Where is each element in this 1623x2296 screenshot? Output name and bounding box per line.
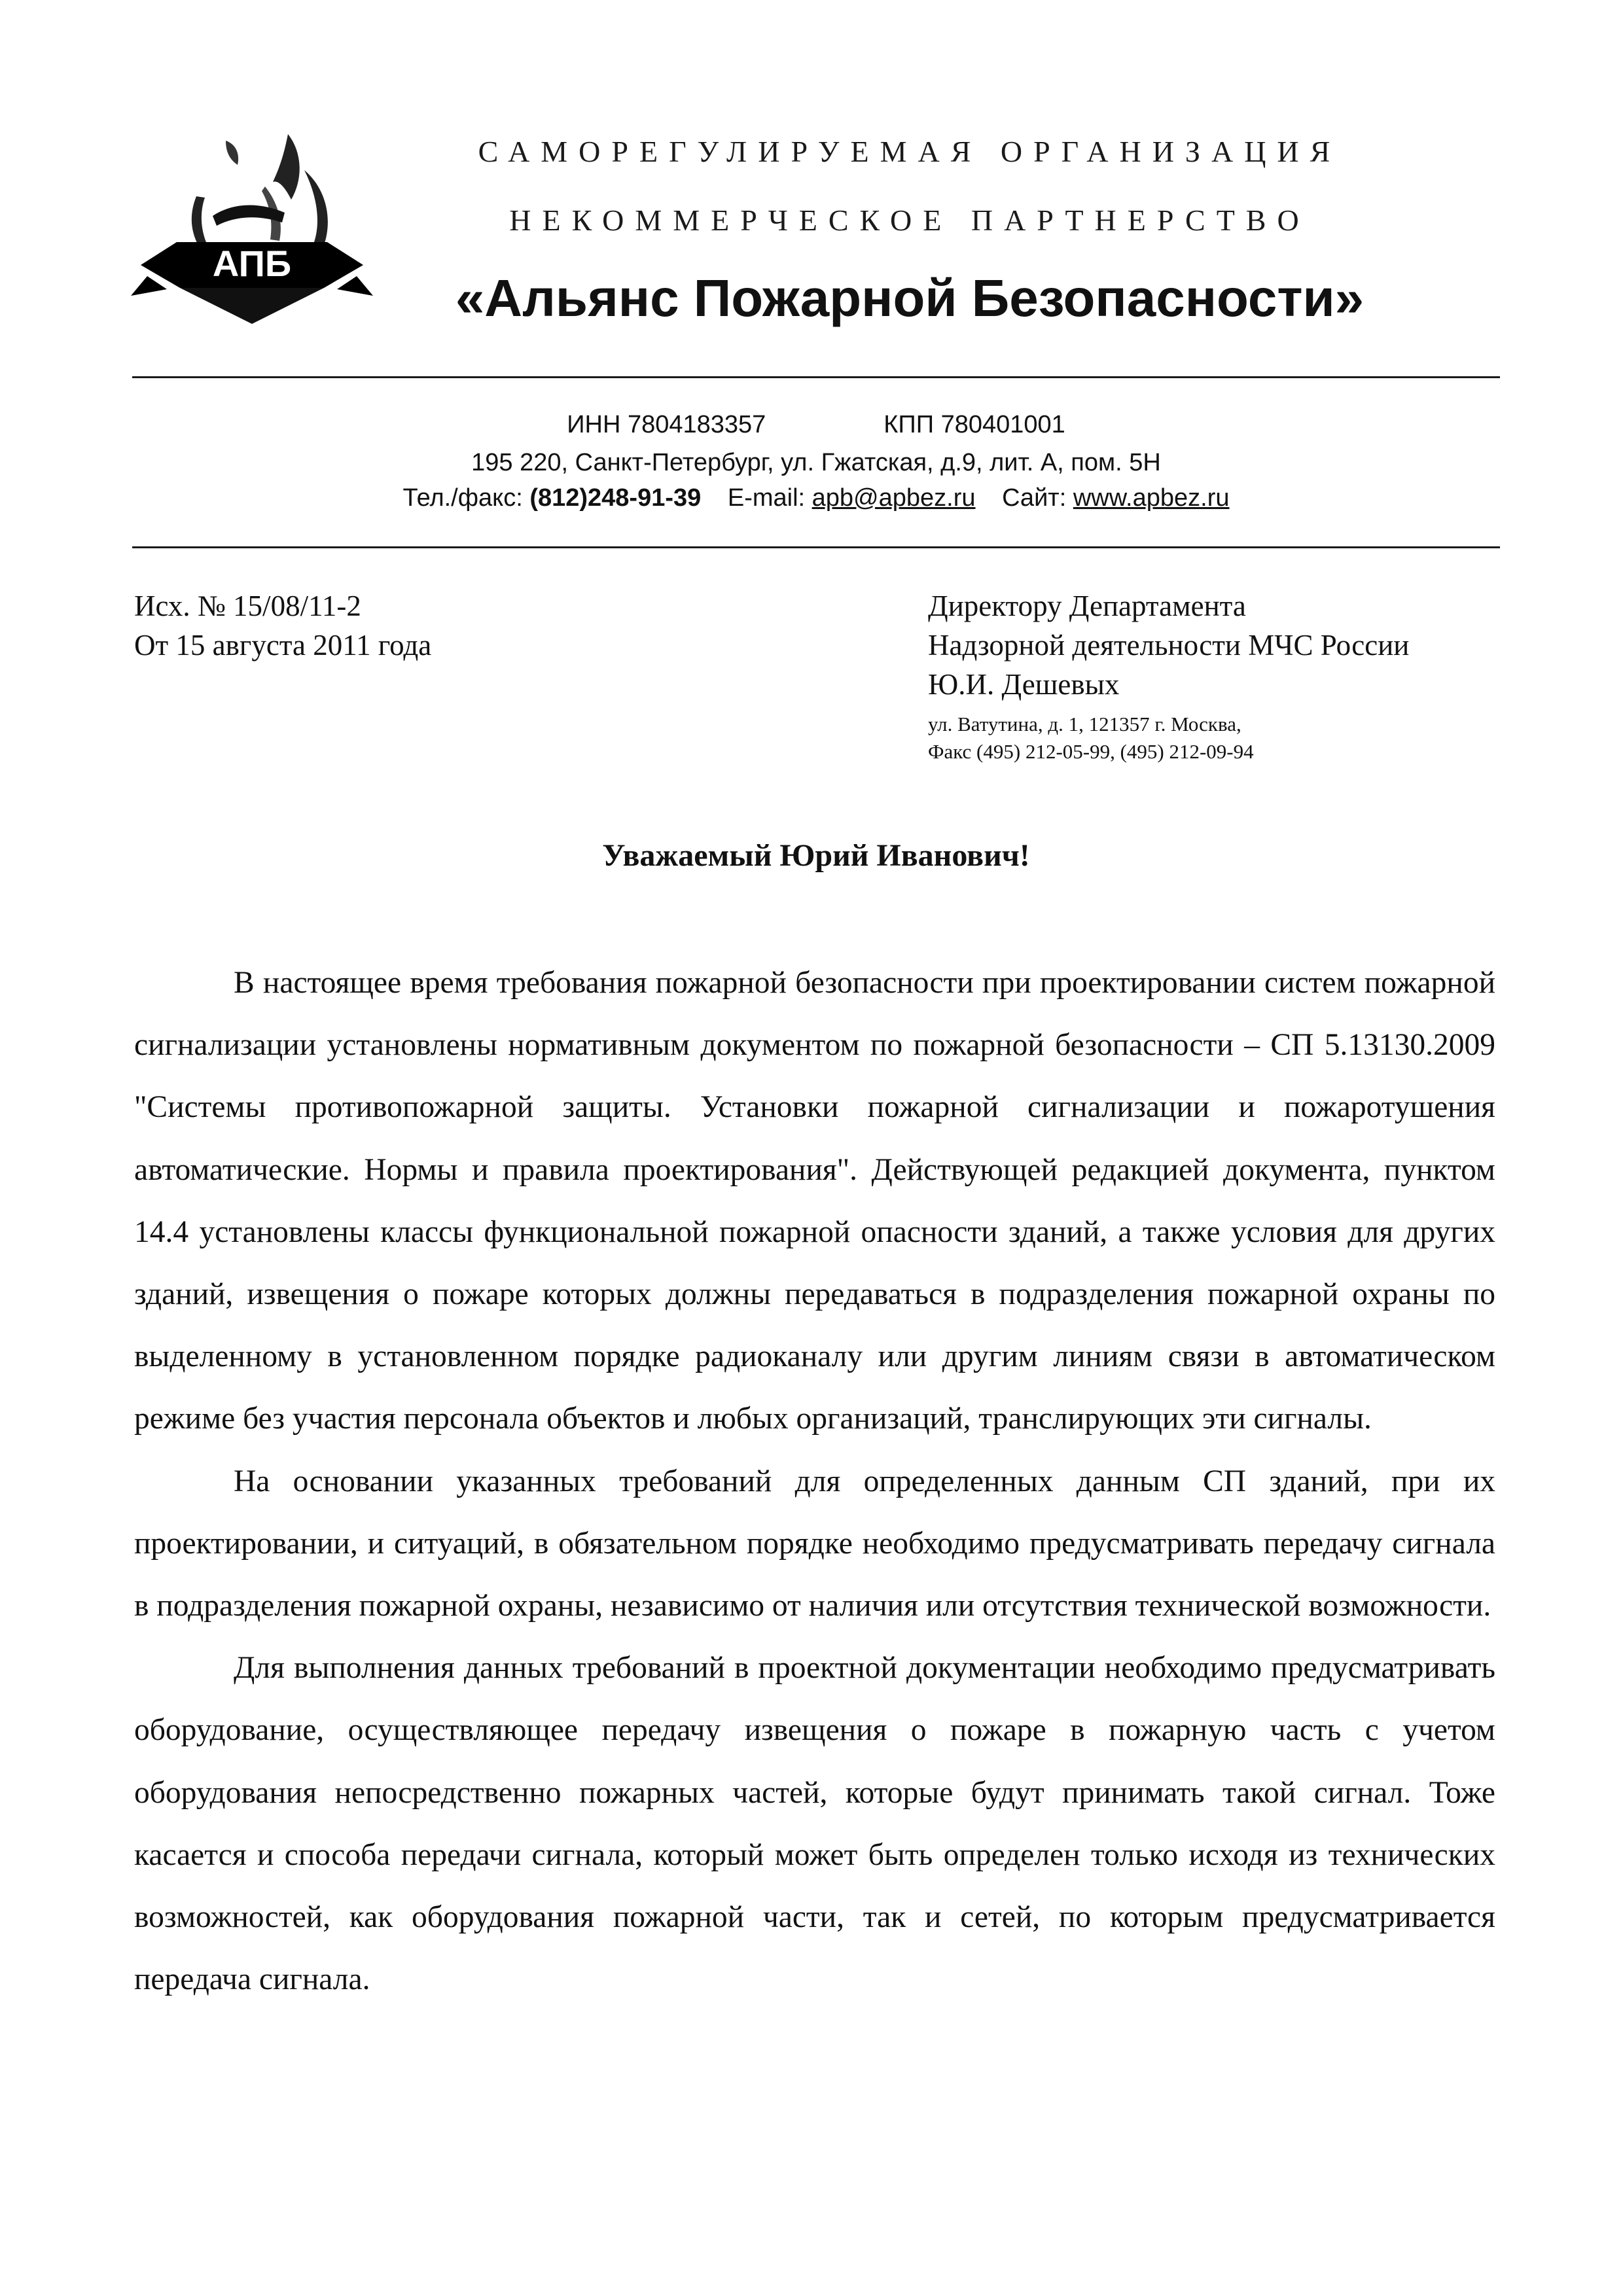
outgoing-date: От 15 августа 2011 года bbox=[134, 629, 432, 662]
kpp: КПП 780401001 bbox=[883, 411, 1065, 438]
tax-ids bbox=[132, 411, 1500, 439]
addressee-block bbox=[928, 586, 1409, 766]
postal-address: 195 220, Санкт-Петербург, ул. Гжатская, д.9, лит. А, пом. 5Н bbox=[471, 449, 1161, 476]
letter-body bbox=[134, 952, 1495, 2011]
phone-label: Тел./факс: bbox=[402, 484, 523, 512]
email-link[interactable]: apb@apbez.ru bbox=[812, 484, 976, 512]
addressee-name: Ю.И. Дешевых bbox=[928, 668, 1120, 701]
paragraph-3: Для выполнения данных требований в проектной документации необходимо предусматривать оборудование, осуществляющее передачу извещения о пожаре в пожарную часть с учетом оборудования непосредственно пожарных частей, которые будут принимать такой сигнал. Тоже касается и способа передачи сигнала, который может быть определен только исходя из технических возможностей, как оборудования пожарной части, так и сетей, по которым предусматривается передача сигнала. bbox=[134, 1651, 1495, 1997]
site-label: Сайт: bbox=[1002, 484, 1067, 512]
inn: ИНН 7804183357 bbox=[567, 411, 766, 438]
org-type: САМОРЕГУЛИРУЕМАЯ ОРГАНИЗАЦИЯ bbox=[478, 135, 1342, 168]
salutation: Уважаемый Юрий Иванович! bbox=[602, 838, 1030, 873]
addressee-fax: Факс (495) 212-05-99, (495) 212-09-94 bbox=[928, 740, 1254, 763]
outgoing-number: Исх. № 15/08/11-2 bbox=[134, 590, 361, 622]
phone-number: (812)248-91-39 bbox=[529, 484, 702, 512]
header-divider-top bbox=[132, 376, 1500, 378]
logo-text: АПБ bbox=[212, 243, 292, 284]
website-link[interactable]: www.apbez.ru bbox=[1073, 484, 1230, 512]
apb-emblem-logo bbox=[128, 124, 376, 347]
header-divider-bottom bbox=[132, 546, 1500, 548]
paragraph-1: В настоящее время требования пожарной безопасности при проектировании систем пожарной сигнализации установлены нормативным документом по пожарной безопасности – СП 5.13130.2009 "Системы противопожарной защиты. Установки пожарной сигнализации и пожаротушения автоматические. Нормы и правила проектирования". Действующей редакцией документа, пунктом 14.4 установлены классы функциональной пожарной опасности зданий, а также условия для других зданий, извещения о пожаре которых должны передаваться в подразделения пожарной охраны по выделенному в установленном порядке радиоканалу или другим линиям связи в автоматическом режиме без участия персонала объектов и любых организаций, транслирующих эти сигналы. bbox=[134, 966, 1495, 1436]
addressee-department: Надзорной деятельности МЧС России bbox=[928, 629, 1410, 662]
outgoing-reference bbox=[134, 586, 431, 665]
org-name: «Альянс Пожарной Безопасности» bbox=[455, 269, 1364, 327]
contact-line bbox=[132, 484, 1500, 512]
email-label: E-mail: bbox=[727, 484, 806, 512]
addressee-address: ул. Ватутина, д. 1, 121357 г. Москва, bbox=[928, 713, 1241, 735]
paragraph-2: На основании указанных требований для определенных данным СП зданий, при их проектировании, и ситуаций, в обязательном порядке необходимо предусматривать передачу сигнала в подразделения пожарной охраны, независимо от наличия или отсутствия технической возможности. bbox=[134, 1464, 1495, 1623]
org-form: НЕКОММЕРЧЕСКОЕ ПАРТНЕРСТВО bbox=[509, 203, 1310, 237]
addressee-position: Директору Департамента bbox=[928, 590, 1246, 622]
